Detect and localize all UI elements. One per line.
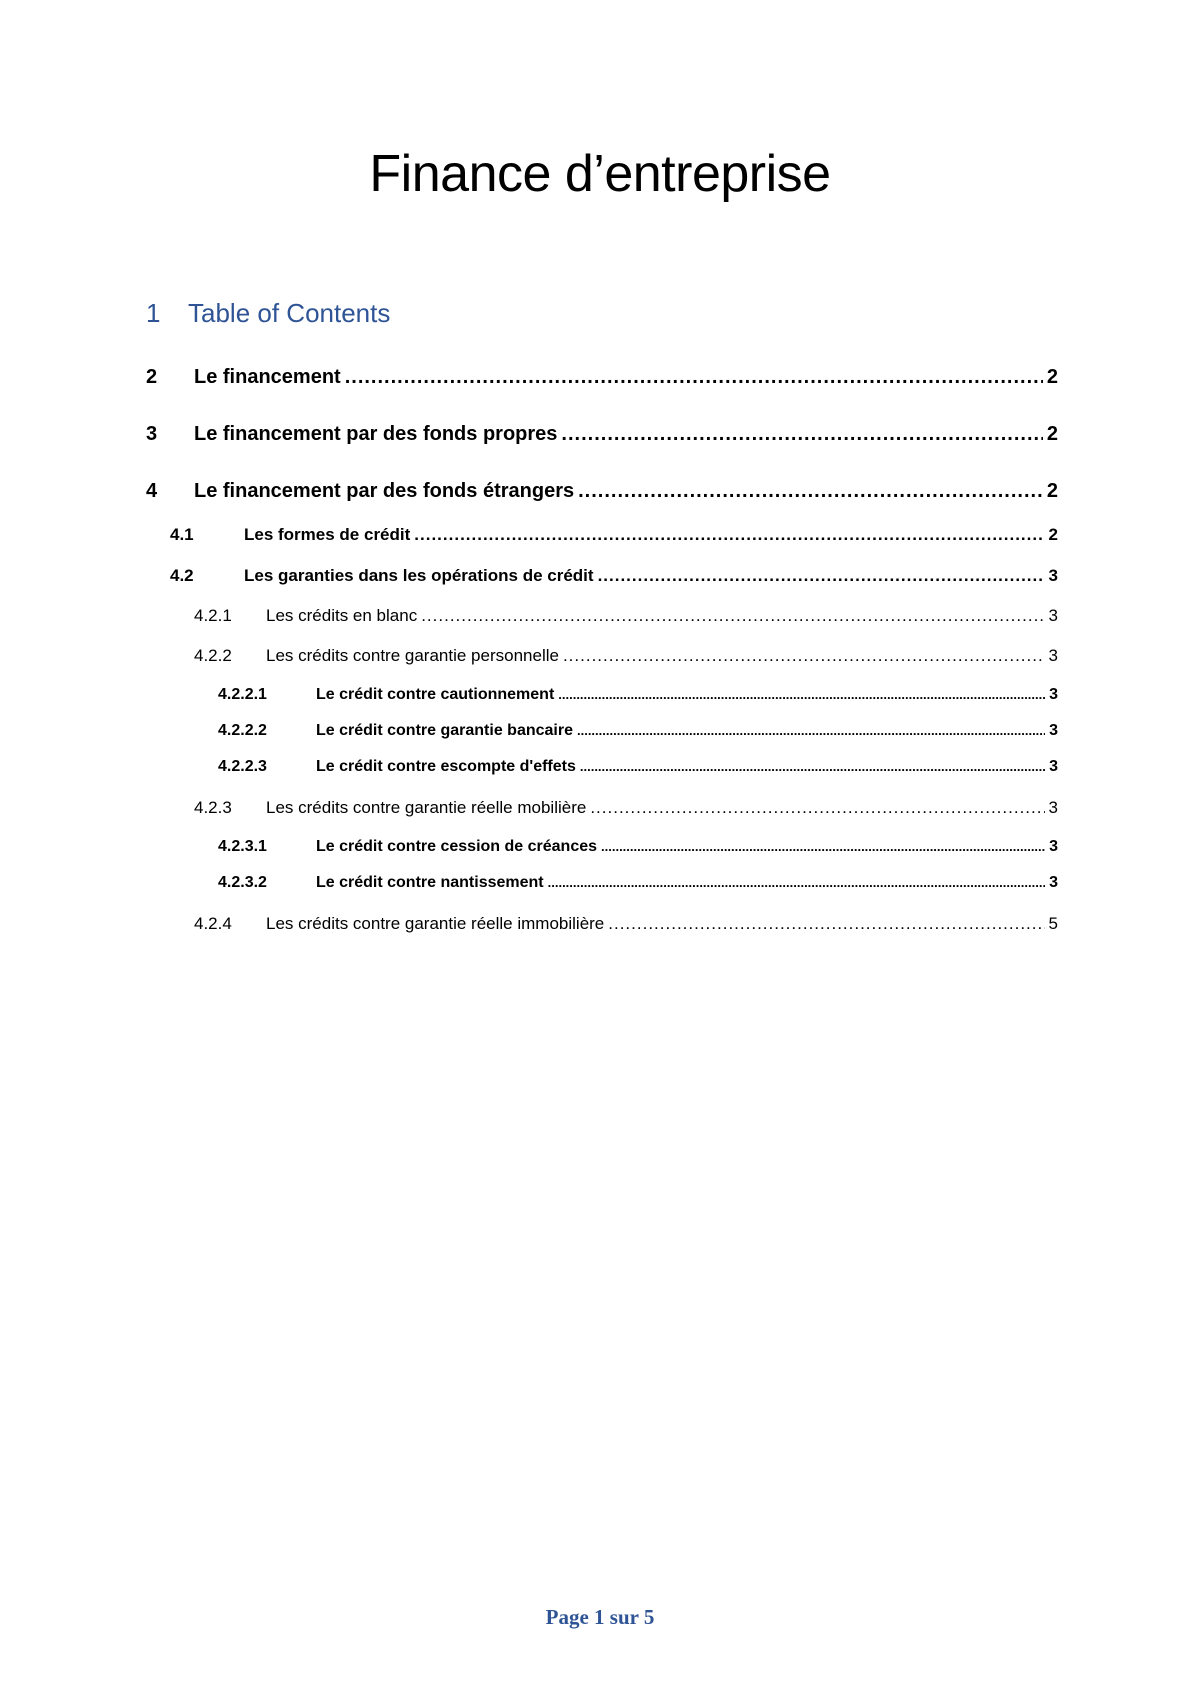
toc-entry[interactable] (194, 798, 1058, 818)
toc-entry-number: 4.2.2.2 (218, 722, 267, 739)
toc-leader-dots (590, 798, 1044, 818)
toc-entry-title: Le crédit contre cession de créances (316, 838, 598, 855)
toc-entry-number: 4.2.3.1 (218, 838, 267, 855)
toc-leader-dots (345, 366, 1043, 389)
toc-leader-dots (578, 480, 1043, 503)
toc-entry-title: Le crédit contre cautionnement (316, 686, 555, 703)
toc-entry-number: 4.2.3 (194, 798, 232, 817)
toc-entry-number: 4.2.4 (194, 914, 232, 933)
toc-entry-title: Les crédits contre garantie réelle immobilière (266, 914, 605, 933)
toc-entry-number: 4 (146, 480, 158, 502)
toc-entry[interactable] (146, 423, 1058, 446)
toc-entry[interactable] (194, 646, 1058, 666)
toc-heading-label: Table of Contents (188, 298, 391, 328)
toc-entry-title: Le crédit contre escompte d'effets (316, 758, 576, 775)
toc-entry-title: Les crédits en blanc (266, 606, 418, 625)
toc-entry[interactable] (218, 874, 1058, 892)
toc-entry-number: 4.2 (170, 566, 194, 585)
toc-leader-dots (563, 646, 1045, 666)
toc-entry[interactable] (218, 686, 1058, 704)
toc-leader-dots (598, 566, 1045, 586)
toc-entry-number: 4.1 (170, 525, 194, 544)
toc-leader-dots (608, 914, 1044, 934)
toc-entry-title: Le financement par des fonds propres (194, 423, 558, 445)
toc-entry-page: 3 (1049, 874, 1058, 891)
toc-entry[interactable] (170, 566, 1058, 586)
toc-entry[interactable] (194, 606, 1058, 626)
toc-entry-page: 3 (1048, 566, 1058, 585)
toc-entry-number: 2 (146, 366, 158, 388)
toc-leader-dots (421, 606, 1044, 626)
toc-entry-page: 2 (1046, 366, 1058, 388)
toc-heading-number: 1 (146, 298, 161, 328)
toc-entry-title: Les formes de crédit (244, 525, 411, 544)
toc-leader-dots (558, 686, 1045, 704)
toc-entry-title: Les garanties dans les opérations de crédit (244, 566, 594, 585)
toc-leader-dots (561, 423, 1042, 446)
toc-entry[interactable] (218, 838, 1058, 856)
toc-entry-number: 4.2.2.3 (218, 758, 267, 775)
toc-entry-page: 3 (1048, 646, 1058, 665)
toc-entry-title: Le financement (194, 366, 341, 388)
toc-entry-page: 3 (1049, 686, 1058, 703)
toc-entry-number: 4.2.3.2 (218, 874, 267, 891)
toc-entry-title: Le crédit contre garantie bancaire (316, 722, 573, 739)
toc-entry-page: 3 (1049, 758, 1058, 775)
toc-entry-page: 3 (1048, 606, 1058, 625)
toc-entry-page: 3 (1048, 798, 1058, 817)
toc-entry-title: Le crédit contre nantissement (316, 874, 544, 891)
toc-entry-number: 4.2.2 (194, 646, 232, 665)
toc-entry-number: 4.2.1 (194, 606, 232, 625)
toc-entry-page: 2 (1048, 525, 1058, 544)
document-title: Finance d’entreprise (369, 145, 831, 203)
toc-leader-dots (580, 758, 1045, 776)
toc-leader-dots (414, 525, 1044, 545)
page-footer: Page 1 sur 5 (545, 1605, 655, 1629)
toc-entry[interactable] (194, 914, 1058, 934)
toc-entry[interactable] (146, 366, 1058, 389)
toc-entry-page: 3 (1049, 838, 1058, 855)
toc-entry-page: 2 (1046, 423, 1058, 445)
toc-entry[interactable] (146, 480, 1058, 503)
toc-entry[interactable] (170, 525, 1058, 545)
toc-entry-page: 2 (1046, 480, 1058, 502)
toc-leader-dots (548, 874, 1045, 892)
toc-entry-title: Les crédits contre garantie personnelle (266, 646, 559, 665)
toc-entry[interactable] (218, 758, 1058, 776)
toc-entry[interactable] (218, 722, 1058, 740)
toc-entry-page: 3 (1049, 722, 1058, 739)
toc-entry-title: Le financement par des fonds étrangers (194, 480, 575, 502)
toc-entry-title: Les crédits contre garantie réelle mobilière (266, 798, 587, 817)
toc-heading (146, 300, 390, 326)
toc-entry-number: 4.2.2.1 (218, 686, 267, 703)
toc-leader-dots (601, 838, 1045, 856)
toc-entry-number: 3 (146, 423, 158, 445)
toc-leader-dots (577, 722, 1045, 740)
toc-entry-page: 5 (1048, 914, 1058, 933)
